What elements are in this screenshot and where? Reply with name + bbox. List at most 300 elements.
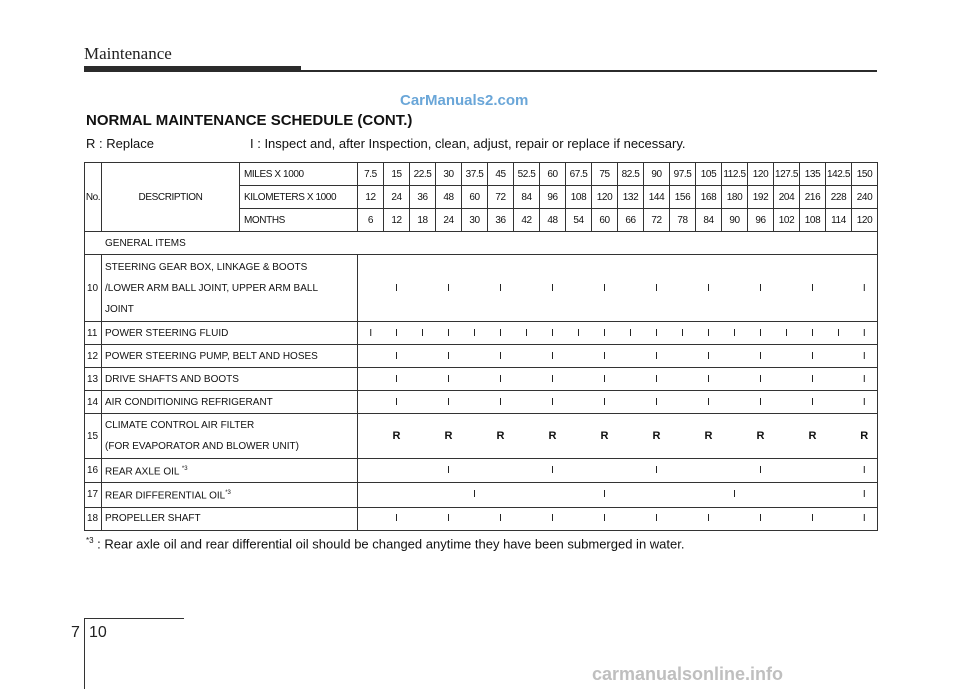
item-description-line: STEERING GEAR BOX, LINKAGE & BOOTS [105,261,308,273]
schedule-mark: I [696,345,722,368]
schedule-mark: I [800,507,826,530]
schedule-mark [670,459,696,483]
interval-months-cell: 78 [670,209,696,232]
schedule-mark: I [696,322,722,345]
schedule-mark: I [540,507,566,530]
schedule-mark [384,483,410,507]
item-description-line [105,459,357,482]
item-description [102,414,358,459]
item-description-line: DRIVE SHAFTS AND BOOTS [105,373,239,385]
schedule-mark [644,483,670,507]
schedule-mark [358,483,384,507]
item-description-line: PROPELLER SHAFT [105,513,201,525]
schedule-mark [410,414,436,459]
schedule-mark: I [696,391,722,414]
interval-miles-cell: 7.5 [358,163,384,186]
item-description-line [105,483,357,506]
interval-miles-cell: 15 [384,163,410,186]
interval-kilometers-cell: 84 [514,186,540,209]
general-items-row [85,232,878,255]
schedule-mark [566,459,592,483]
item-description [102,368,358,391]
schedule-mark [514,459,540,483]
interval-months-cell: 72 [644,209,670,232]
footnote-text: : Rear axle oil and rear differential oil should be changed anytime they have been submerged in water. [93,536,685,552]
schedule-mark [774,507,800,530]
schedule-mark: I [540,368,566,391]
interval-months-cell: 36 [488,209,514,232]
schedule-mark: I [436,322,462,345]
interval-miles-cell: 45 [488,163,514,186]
item-number: 12 [85,345,102,368]
schedule-mark [566,507,592,530]
interval-kilometers-cell: 24 [384,186,410,209]
schedule-mark [488,483,514,507]
schedule-mark: I [800,322,826,345]
interval-kilometers-cell: 192 [748,186,774,209]
interval-kilometers-cell: 168 [696,186,722,209]
schedule-mark [358,459,384,483]
schedule-mark: R [592,414,618,459]
schedule-mark [384,459,410,483]
header-rule-thick [84,66,301,72]
footnote-ref: *3 [181,466,188,472]
interval-kilometers-cell: 72 [488,186,514,209]
interval-months-cell: 66 [618,209,644,232]
interval-kilometers-cell: 216 [800,186,826,209]
interval-months-cell: 96 [748,209,774,232]
item-description-line: JOINT [105,303,134,315]
watermark-top: CarManuals2.com [400,92,529,109]
interval-months-cell: 102 [774,209,800,232]
interval-months-cell: 30 [462,209,488,232]
schedule-row [85,322,878,345]
schedule-mark [722,345,748,368]
footnote-ref: *3 [225,490,231,497]
schedule-row [85,368,878,391]
schedule-mark: I [852,322,878,345]
schedule-row [85,414,878,459]
schedule-mark: I [852,507,878,530]
interval-months-cell: 90 [722,209,748,232]
schedule-mark [566,414,592,459]
schedule-mark [566,483,592,507]
schedule-mark: I [800,391,826,414]
item-description [102,483,358,507]
item-number: 14 [85,391,102,414]
item-number: 13 [85,368,102,391]
schedule-mark: I [384,507,410,530]
schedule-mark: I [696,368,722,391]
schedule-mark: R [488,414,514,459]
schedule-mark [800,483,826,507]
interval-miles-cell: 90 [644,163,670,186]
schedule-mark [358,391,384,414]
schedule-mark [462,345,488,368]
schedule-mark: I [644,255,670,322]
schedule-mark [774,391,800,414]
legend-replace: R : Replace [86,136,154,151]
schedule-mark [410,345,436,368]
item-description-line: (FOR EVAPORATOR AND BLOWER UNIT) [105,441,299,452]
schedule-mark [670,345,696,368]
schedule-mark: I [618,322,644,345]
schedule-mark [514,507,540,530]
footer-rule-horizontal [84,618,184,619]
schedule-mark [410,391,436,414]
item-number: 16 [85,459,102,483]
schedule-mark [462,391,488,414]
schedule-mark [592,459,618,483]
schedule-mark [566,368,592,391]
schedule-mark: I [852,391,878,414]
schedule-mark [722,414,748,459]
schedule-mark: I [852,483,878,507]
interval-kilometers-cell: 240 [852,186,878,209]
schedule-mark [618,368,644,391]
schedule-mark: I [592,322,618,345]
schedule-mark: I [384,368,410,391]
interval-miles-cell: 30 [436,163,462,186]
schedule-mark: I [748,345,774,368]
schedule-mark [462,459,488,483]
schedule-mark: I [358,322,384,345]
schedule-mark [462,255,488,322]
page-chapter: 7 [71,624,80,641]
schedule-mark [566,345,592,368]
interval-months-cell: 54 [566,209,592,232]
interval-months-cell: 24 [436,209,462,232]
schedule-mark [826,483,852,507]
item-description [102,345,358,368]
schedule-mark [514,255,540,322]
schedule-mark: I [592,483,618,507]
interval-months-cell: 48 [540,209,566,232]
schedule-mark [410,483,436,507]
schedule-mark: I [488,368,514,391]
schedule-mark: I [436,345,462,368]
schedule-mark [514,345,540,368]
schedule-mark: I [644,345,670,368]
schedule-mark: I [540,322,566,345]
interval-miles-cell: 37.5 [462,163,488,186]
schedule-mark: I [436,391,462,414]
schedule-mark: I [852,368,878,391]
interval-kilometers-cell: 36 [410,186,436,209]
interval-miles-cell: 82.5 [618,163,644,186]
item-number: 17 [85,483,102,507]
schedule-mark: I [644,391,670,414]
interval-miles-cell: 60 [540,163,566,186]
interval-label-miles: MILES X 1000 [240,163,358,186]
schedule-mark [358,345,384,368]
schedule-mark: I [384,391,410,414]
schedule-mark [462,368,488,391]
interval-months-cell: 120 [852,209,878,232]
schedule-mark [826,414,852,459]
schedule-mark [618,483,644,507]
schedule-row [85,255,878,322]
schedule-mark [722,368,748,391]
item-description-line: /LOWER ARM BALL JOINT, UPPER ARM BALL [105,282,319,294]
schedule-mark: R [800,414,826,459]
item-description-line: AIR CONDITIONING REFRIGERANT [105,396,273,408]
watermark-bottom: carmanualsonline.info [592,664,784,684]
interval-months-cell: 18 [410,209,436,232]
schedule-mark: I [436,255,462,322]
schedule-mark [462,414,488,459]
schedule-mark [410,255,436,322]
description-column-header: DESCRIPTION [102,163,240,232]
schedule-mark [514,368,540,391]
interval-miles-cell: 135 [800,163,826,186]
schedule-mark: I [644,507,670,530]
legend-inspect: I : Inspect and, after Inspection, clean, adjust, repair or replace if necessary. [250,136,686,151]
schedule-mark [670,483,696,507]
schedule-mark [358,507,384,530]
schedule-row [85,483,878,507]
item-description [102,459,358,483]
schedule-mark: I [852,255,878,322]
schedule-mark: I [566,322,592,345]
schedule-mark: R [852,414,878,459]
interval-months-cell: 114 [826,209,852,232]
schedule-mark: I [748,368,774,391]
interval-miles-cell: 97.5 [670,163,696,186]
interval-miles-cell: 120 [748,163,774,186]
schedule-mark [696,483,722,507]
schedule-row [85,345,878,368]
schedule-mark [670,255,696,322]
schedule-mark: I [436,368,462,391]
schedule-mark: I [722,322,748,345]
schedule-mark: I [462,322,488,345]
schedule-mark: I [410,322,436,345]
schedule-mark: I [696,507,722,530]
schedule-mark: I [592,255,618,322]
schedule-mark [618,255,644,322]
schedule-mark [514,391,540,414]
schedule-mark: I [540,345,566,368]
schedule-mark: I [540,391,566,414]
footnote-marker: *3 [86,536,94,545]
schedule-mark: I [462,483,488,507]
schedule-mark: R [696,414,722,459]
page-header-title: Maintenance [84,44,172,63]
interval-miles-cell: 22.5 [410,163,436,186]
schedule-mark [670,507,696,530]
maintenance-schedule-table [84,162,877,531]
schedule-mark: I [514,322,540,345]
interval-miles-cell: 150 [852,163,878,186]
schedule-mark [566,255,592,322]
interval-kilometers-cell: 132 [618,186,644,209]
schedule-mark: I [748,391,774,414]
item-number: 18 [85,507,102,530]
interval-kilometers-cell: 60 [462,186,488,209]
schedule-mark: R [540,414,566,459]
schedule-mark [800,459,826,483]
interval-months-cell: 84 [696,209,722,232]
schedule-mark: I [748,459,774,483]
schedule-mark: R [644,414,670,459]
item-description [102,255,358,322]
schedule-mark [410,507,436,530]
schedule-mark: I [384,322,410,345]
schedule-mark [826,368,852,391]
schedule-mark: I [800,255,826,322]
schedule-mark [618,414,644,459]
schedule-mark [566,391,592,414]
interval-label-kilometers: KILOMETERS X 1000 [240,186,358,209]
schedule-mark [514,414,540,459]
schedule-mark: I [488,345,514,368]
schedule-mark: I [722,483,748,507]
schedule-mark [436,483,462,507]
no-column-header: No. [85,163,102,232]
item-description-line: POWER STEERING FLUID [105,327,229,339]
schedule-mark: I [644,459,670,483]
schedule-mark: I [488,322,514,345]
interval-months-cell: 42 [514,209,540,232]
schedule-mark: I [592,507,618,530]
schedule-mark: I [592,368,618,391]
schedule-mark [540,483,566,507]
interval-kilometers-cell: 144 [644,186,670,209]
interval-miles-cell: 127.5 [774,163,800,186]
item-number: 11 [85,322,102,345]
schedule-mark [774,483,800,507]
section-title: NORMAL MAINTENANCE SCHEDULE (CONT.) [86,112,413,129]
schedule-mark [618,507,644,530]
item-description [102,507,358,530]
interval-kilometers-cell: 108 [566,186,592,209]
item-description-text: REAR DIFFERENTIAL OIL [105,490,226,502]
general-items-label: GENERAL ITEMS [85,232,878,255]
item-number: 10 [85,255,102,322]
schedule-mark: I [436,459,462,483]
schedule-mark: I [852,459,878,483]
schedule-mark: I [384,255,410,322]
schedule-mark: I [592,391,618,414]
interval-months-cell: 60 [592,209,618,232]
footnote [86,536,684,551]
schedule-mark [358,255,384,322]
schedule-mark [748,483,774,507]
schedule-mark: I [748,507,774,530]
page-number: 10 [89,624,107,641]
schedule-mark [826,255,852,322]
schedule-mark: R [384,414,410,459]
schedule-mark: I [670,322,696,345]
interval-kilometers-cell: 96 [540,186,566,209]
schedule-mark [774,255,800,322]
interval-kilometers-cell: 120 [592,186,618,209]
schedule-mark: I [540,459,566,483]
interval-miles-cell: 67.5 [566,163,592,186]
schedule-mark [462,507,488,530]
item-number: 15 [85,414,102,459]
schedule-mark: I [488,255,514,322]
schedule-mark: I [436,507,462,530]
item-description-line: POWER STEERING PUMP, BELT AND HOSES [105,350,318,362]
interval-kilometers-cell: 12 [358,186,384,209]
schedule-mark: I [748,255,774,322]
schedule-mark [670,391,696,414]
footer-rule-vertical [84,618,85,689]
interval-kilometers-cell: 204 [774,186,800,209]
schedule-mark [410,368,436,391]
schedule-mark [774,414,800,459]
interval-months-cell: 6 [358,209,384,232]
schedule-mark: I [852,345,878,368]
schedule-mark [774,345,800,368]
schedule-mark: I [644,322,670,345]
interval-miles-cell: 52.5 [514,163,540,186]
header-rule-thin [301,70,877,72]
schedule-mark [826,507,852,530]
schedule-mark [722,391,748,414]
schedule-mark [774,459,800,483]
interval-miles-cell: 112.5 [722,163,748,186]
schedule-mark [618,345,644,368]
schedule-mark: R [436,414,462,459]
schedule-mark [358,414,384,459]
schedule-mark: I [592,345,618,368]
interval-miles-cell: 75 [592,163,618,186]
item-description [102,322,358,345]
schedule-mark [618,459,644,483]
schedule-mark: I [800,345,826,368]
schedule-table [84,162,878,531]
schedule-row [85,507,878,530]
schedule-mark [670,414,696,459]
interval-kilometers-cell: 228 [826,186,852,209]
schedule-row [85,391,878,414]
schedule-mark: I [696,255,722,322]
schedule-mark [488,459,514,483]
schedule-mark: I [644,368,670,391]
schedule-mark: I [774,322,800,345]
schedule-mark [826,391,852,414]
schedule-mark [722,255,748,322]
schedule-row [85,459,878,483]
schedule-mark: I [488,507,514,530]
schedule-mark: I [384,345,410,368]
schedule-mark: R [748,414,774,459]
schedule-mark: I [540,255,566,322]
interval-miles-cell: 142.5 [826,163,852,186]
item-description-text: REAR AXLE OIL [105,466,182,478]
header-row-miles [85,163,878,186]
schedule-mark [696,459,722,483]
schedule-mark [722,507,748,530]
schedule-mark: I [800,368,826,391]
item-description [102,391,358,414]
schedule-mark [358,368,384,391]
schedule-mark [410,459,436,483]
interval-label-months: MONTHS [240,209,358,232]
item-description-line: CLIMATE CONTROL AIR FILTER [105,420,255,431]
schedule-mark: I [826,322,852,345]
interval-months-cell: 12 [384,209,410,232]
schedule-mark [514,483,540,507]
schedule-mark [722,459,748,483]
schedule-mark [618,391,644,414]
interval-miles-cell: 105 [696,163,722,186]
schedule-mark [826,459,852,483]
interval-kilometers-cell: 156 [670,186,696,209]
